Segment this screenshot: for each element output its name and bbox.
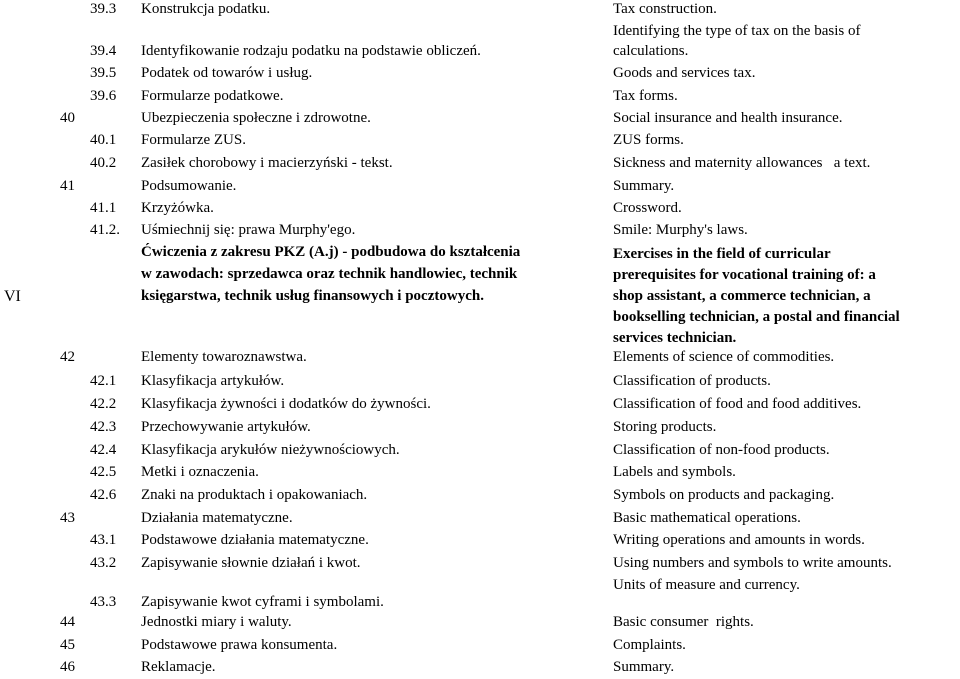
heading-en-line: shop assistant, a commerce technician, a (613, 288, 871, 304)
row-title-en: Summary. (613, 178, 675, 194)
row-title-pl: Identyfikowanie rodzaju podatku na podstawie obliczeń. (141, 43, 481, 59)
row-title-en: Elements of science of commodities. (613, 349, 835, 365)
row-number: 43.2 (90, 555, 117, 571)
row-title-pl: Uśmiechnij się: prawa Murphy'ego. (141, 222, 356, 238)
row-title-en: Classification of products. (613, 373, 771, 389)
row-number: 45 (60, 637, 75, 653)
row-number: 41.1 (90, 200, 117, 216)
row-title-pl: Krzyżówka. (141, 200, 214, 216)
row-title-en: Goods and services tax. (613, 65, 756, 81)
heading-pl-line: księgarstwa, technik usług finansowych i pocztowych. (141, 288, 484, 304)
row-title-en: Identifying the type of tax on the basis of (613, 23, 861, 39)
heading-en-line: Exercises in the field of curricular (613, 246, 831, 262)
row-title-pl: Jednostki miary i waluty. (141, 614, 292, 630)
row-number: 43.1 (90, 532, 117, 548)
row-title-pl: Działania matematyczne. (141, 510, 293, 526)
row-number: 40 (60, 110, 75, 126)
row-number: 40.1 (90, 132, 117, 148)
row-number: 39.5 (90, 65, 117, 81)
row-title-pl: Elementy towaroznawstwa. (141, 349, 307, 365)
row-title-en: Writing operations and amounts in words. (613, 532, 865, 548)
row-number: 39.6 (90, 88, 117, 104)
section-label: VI (4, 288, 21, 305)
row-title-en: Crossword. (613, 200, 682, 216)
row-title-pl: Klasyfikacja artykułów. (141, 373, 285, 389)
heading-pl-line: Ćwiczenia z zakresu PKZ (A.j) - podbudowa do kształcenia (141, 244, 521, 260)
row-title-en: Tax construction. (613, 1, 717, 17)
row-title-pl: Konstrukcja podatku. (141, 1, 271, 17)
row-title-pl: Metki i oznaczenia. (141, 464, 259, 480)
row-title-en: Labels and symbols. (613, 464, 736, 480)
row-number: 42.3 (90, 419, 117, 435)
row-title-pl: Przechowywanie artykułów. (141, 419, 311, 435)
row-number: 42.4 (90, 442, 117, 458)
row-title-en: Summary. (613, 659, 675, 675)
row-title-pl: Zasiłek chorobowy i macierzyński - tekst. (141, 155, 393, 171)
row-title-pl: Zapisywanie słownie działań i kwot. (141, 555, 361, 571)
row-title-en: Sickness and maternity allowances a text. (613, 155, 871, 171)
heading-en-line: bookselling technician, a postal and financial (613, 309, 900, 325)
row-title-pl: Formularze podatkowe. (141, 88, 284, 104)
row-title-en: Tax forms. (613, 88, 678, 104)
row-number: 44 (60, 614, 75, 630)
row-title-pl: Zapisywanie kwot cyframi i symbolami. (141, 594, 384, 610)
row-title-pl: Ubezpieczenia społeczne i zdrowotne. (141, 110, 371, 126)
row-number: 42.1 (90, 373, 117, 389)
row-title-pl: Podstawowe prawa konsumenta. (141, 637, 338, 653)
row-title-en: Complaints. (613, 637, 686, 653)
row-number: 46 (60, 659, 75, 675)
row-number: 43.3 (90, 594, 117, 610)
row-number: 40.2 (90, 155, 117, 171)
heading-pl-line: w zawodach: sprzedawca oraz technik handlowiec, technik (141, 266, 518, 282)
row-title-pl: Podsumowanie. (141, 178, 237, 194)
heading-en-line: services technician. (613, 330, 737, 346)
row-title-en: Storing products. (613, 419, 717, 435)
heading-en-line: prerequisites for vocational training of: a (613, 267, 876, 283)
row-number: 41.2. (90, 222, 120, 238)
row-title-en: ZUS forms. (613, 132, 684, 148)
row-number: 42.5 (90, 464, 117, 480)
row-number: 43 (60, 510, 75, 526)
row-title-en: calculations. (613, 43, 689, 59)
row-number: 39.3 (90, 1, 117, 17)
row-number: 41 (60, 178, 75, 194)
row-title-en: Symbols on products and packaging. (613, 487, 835, 503)
row-title-pl: Reklamacje. (141, 659, 216, 675)
row-title-pl: Podatek od towarów i usług. (141, 65, 313, 81)
row-number: 42 (60, 349, 75, 365)
row-title-en: Basic consumer rights. (613, 614, 754, 630)
row-number: 42.2 (90, 396, 117, 412)
row-number: 42.6 (90, 487, 117, 503)
row-title-pl: Klasyfikacja żywności i dodatków do żywności. (141, 396, 431, 412)
row-title-en: Smile: Murphy's laws. (613, 222, 748, 238)
row-title-pl: Podstawowe działania matematyczne. (141, 532, 369, 548)
row-title-en: Using numbers and symbols to write amounts. (613, 555, 892, 571)
row-title-en: Basic mathematical operations. (613, 510, 801, 526)
row-number: 39.4 (90, 43, 117, 59)
row-title-pl: Klasyfikacja arykułów nieżywnościowych. (141, 442, 400, 458)
row-title-pl: Znaki na produktach i opakowaniach. (141, 487, 368, 503)
row-title-en: Units of measure and currency. (613, 577, 800, 593)
row-title-en: Social insurance and health insurance. (613, 110, 843, 126)
row-title-pl: Formularze ZUS. (141, 132, 246, 148)
row-title-en: Classification of non-food products. (613, 442, 830, 458)
row-title-en: Classification of food and food additives. (613, 396, 862, 412)
